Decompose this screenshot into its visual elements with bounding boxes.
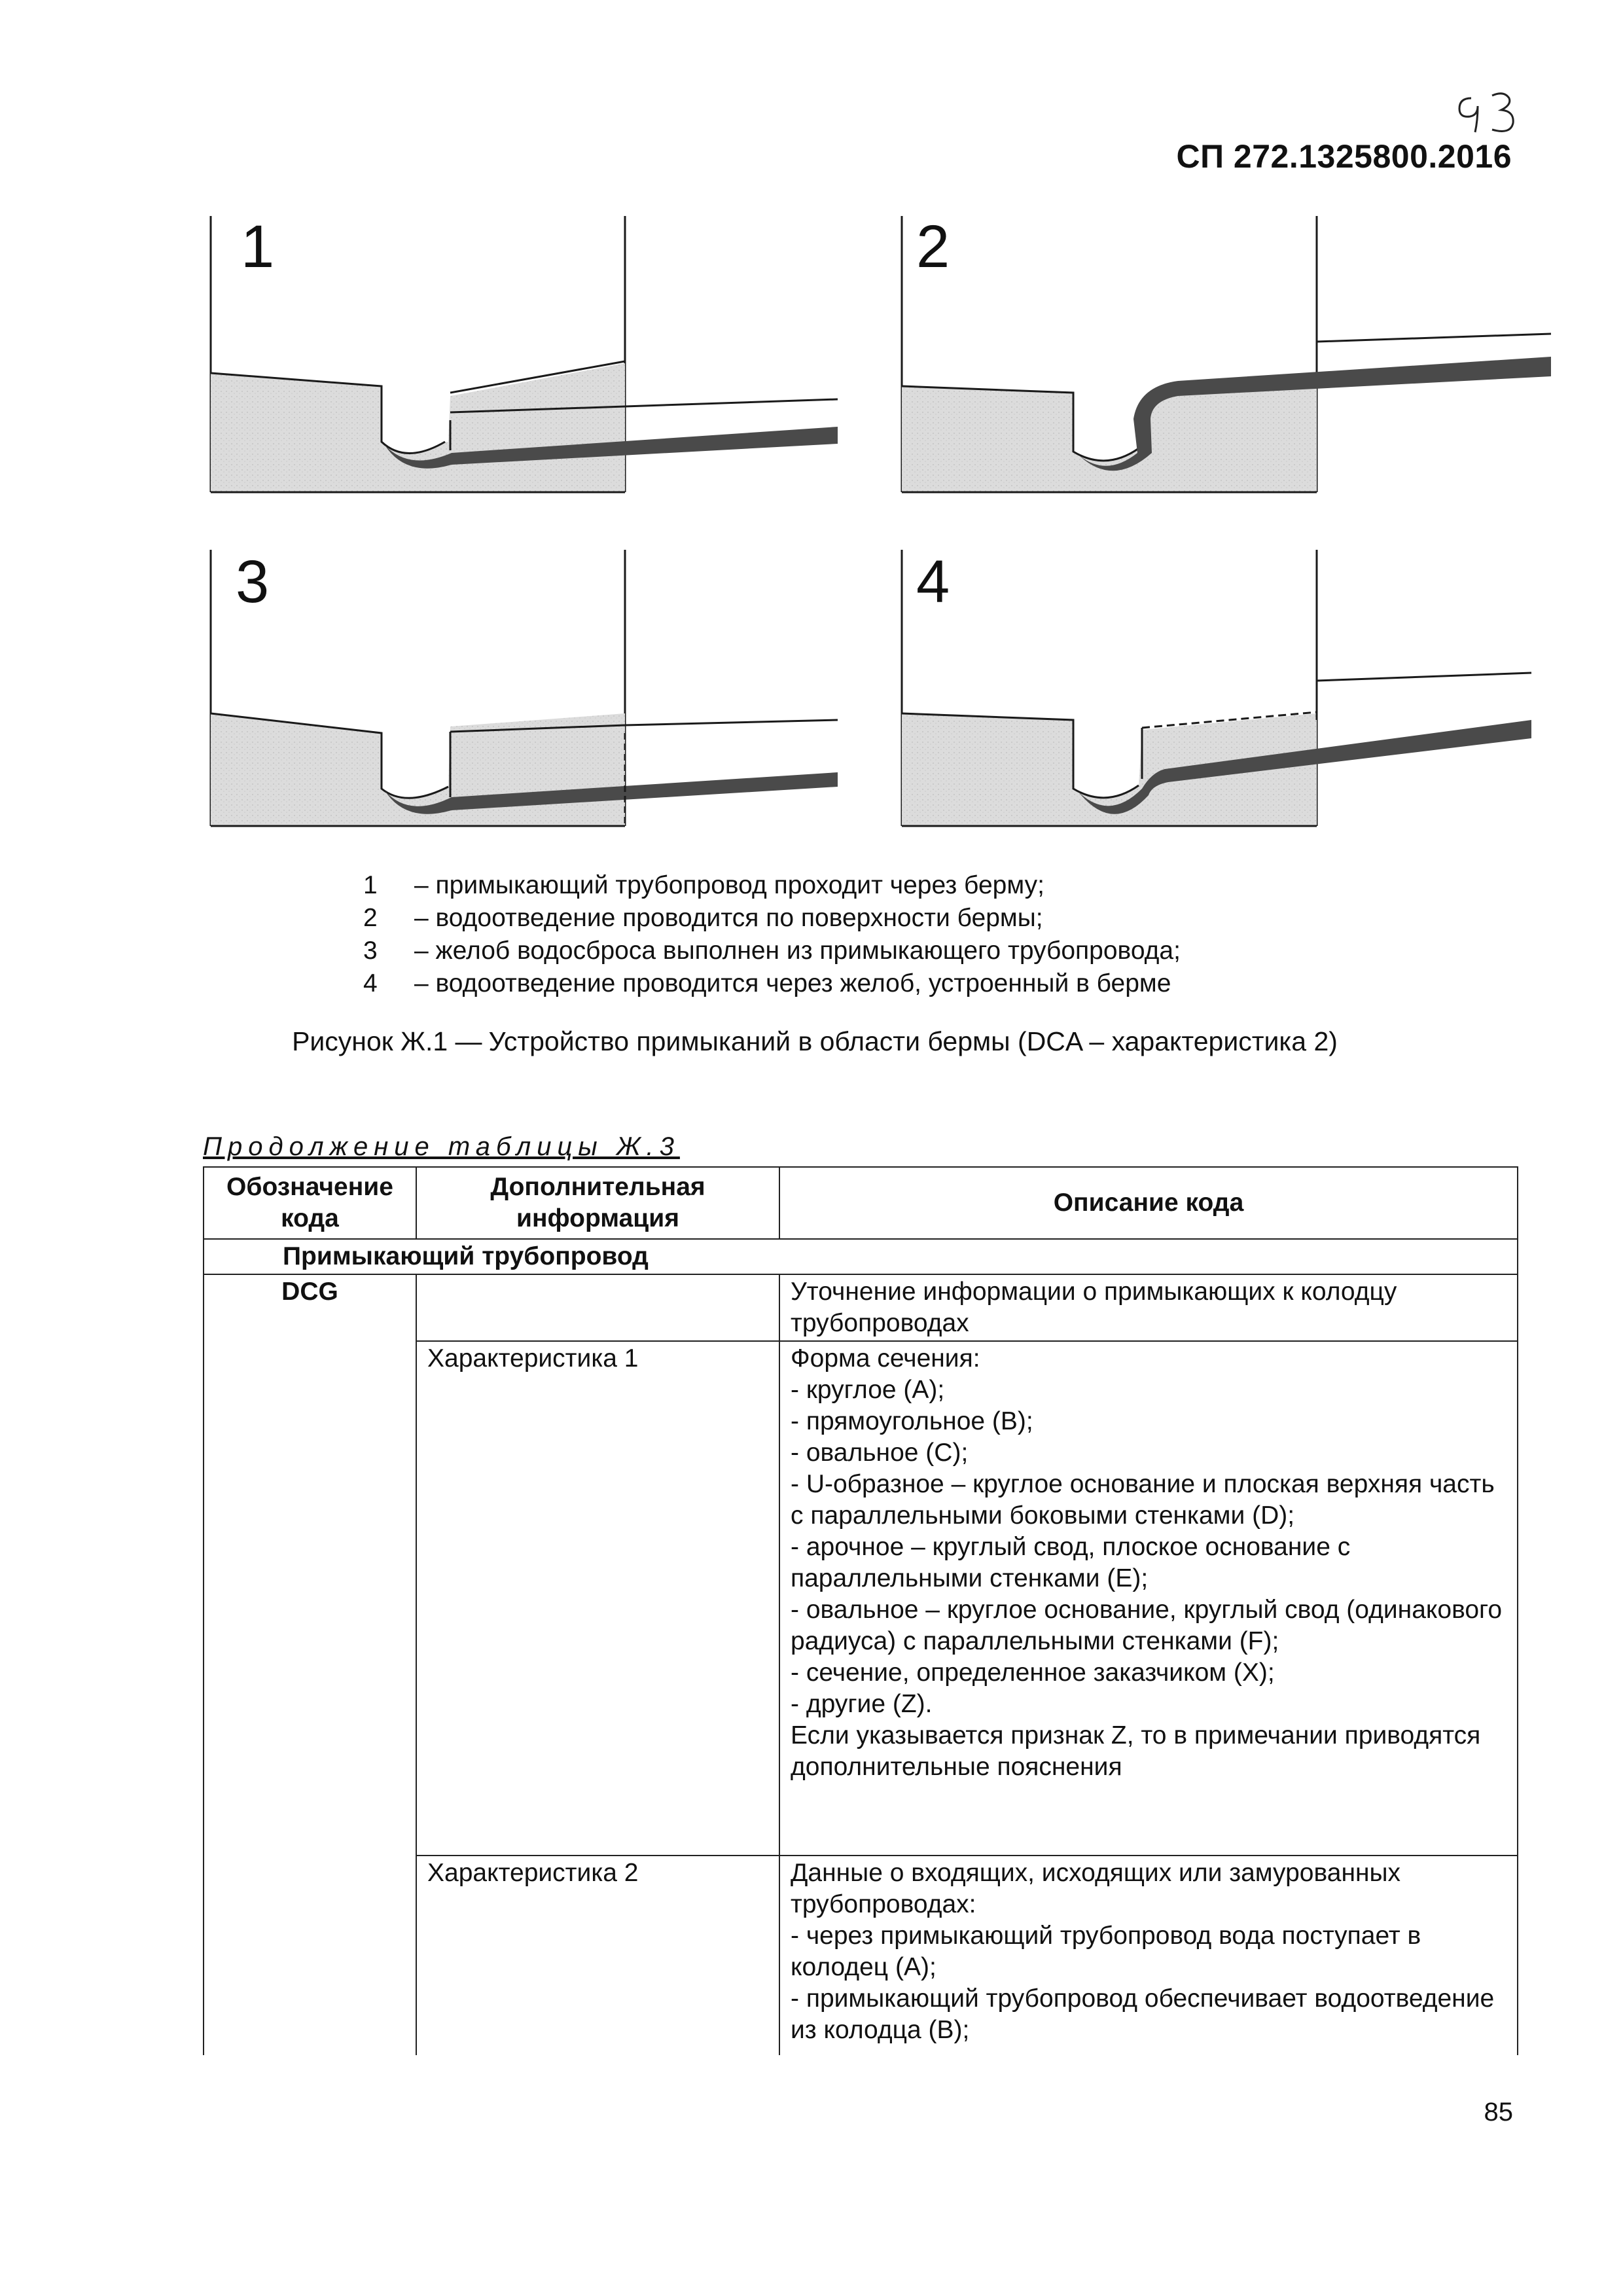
code-table xyxy=(203,1166,1518,2055)
panel-number-3: 3 xyxy=(236,548,270,615)
figure-legend xyxy=(363,869,1181,1000)
header-code: Обозначение кода xyxy=(204,1167,416,1239)
info-cell: Характеристика 2 xyxy=(416,1856,779,2055)
panel-3 xyxy=(211,548,838,826)
figure-berm-connections xyxy=(0,196,1623,864)
figure-caption xyxy=(0,1026,1623,1057)
description-cell: Форма сечения: - круглое (A); - прямоугольное (B); - овальное (C); - U-образное – круглое основание и плоская верхняя часть с параллельными боковыми стенками (D); - арочное – круглый свод, плоское основание с параллельными стенками (E); - овальное – круглое основание, круглый свод (одинакового радиуса) с параллельными стенками (F); - сечение, определенное заказчиком (X); - другие (Z). Если указывается признак Z, то в примечании приводятся дополнительные пояснения xyxy=(779,1341,1518,1856)
table-header-row xyxy=(204,1167,1518,1239)
info-cell xyxy=(416,1274,779,1341)
table-section-row xyxy=(204,1239,1518,1274)
table-row xyxy=(204,1274,1518,1341)
panel-number-2: 2 xyxy=(916,213,950,280)
panel-number-4: 4 xyxy=(916,548,950,615)
legend-item: 4 – водоотведение проводится через желоб, устроенный в берме xyxy=(363,969,1171,997)
ground-fill xyxy=(211,363,625,492)
description-cell: Данные о входящих, исходящих или замурованных трубопроводах: - через примыкающий трубопровод вода поступает в колодец (A); - примыкающий трубопровод обеспечивает водоотведение из колодца (B); xyxy=(779,1856,1518,2055)
legend-item: 3 – желоб водосброса выполнен из примыкающего трубопровода; xyxy=(363,937,1181,965)
header-description: Описание кода xyxy=(779,1167,1518,1239)
page-number: 85 xyxy=(1484,2098,1513,2126)
handwritten-93-mark xyxy=(1452,85,1543,144)
table-continuation-title: Продолжение таблицы Ж.3 xyxy=(203,1132,680,1161)
description-cell: Уточнение информации о примыкающих к колодцу трубопроводах xyxy=(779,1274,1518,1341)
panel-1 xyxy=(211,213,838,492)
caption-label: Рисунок Ж.1 — xyxy=(292,1026,482,1056)
panel-2 xyxy=(902,213,1551,492)
caption-text: Устройство примыканий в области бермы (DCA – характеристика 2) xyxy=(488,1026,1338,1056)
panel-4 xyxy=(902,548,1531,826)
legend-item: 1 – примыкающий трубопровод проходит через берму; xyxy=(363,871,1044,899)
header-additional-info: Дополнительная информация xyxy=(416,1167,779,1239)
legend-item: 2 – водоотведение проводится по поверхности бермы; xyxy=(363,904,1043,932)
code-cell: DCG xyxy=(204,1274,416,2055)
section-title: Примыкающий трубопровод xyxy=(204,1239,1518,1274)
info-cell: Характеристика 1 xyxy=(416,1341,779,1856)
panel-number-1: 1 xyxy=(241,213,275,280)
document-code: СП 272.1325800.2016 xyxy=(1176,138,1512,175)
handwritten-page-number xyxy=(1452,85,1543,144)
